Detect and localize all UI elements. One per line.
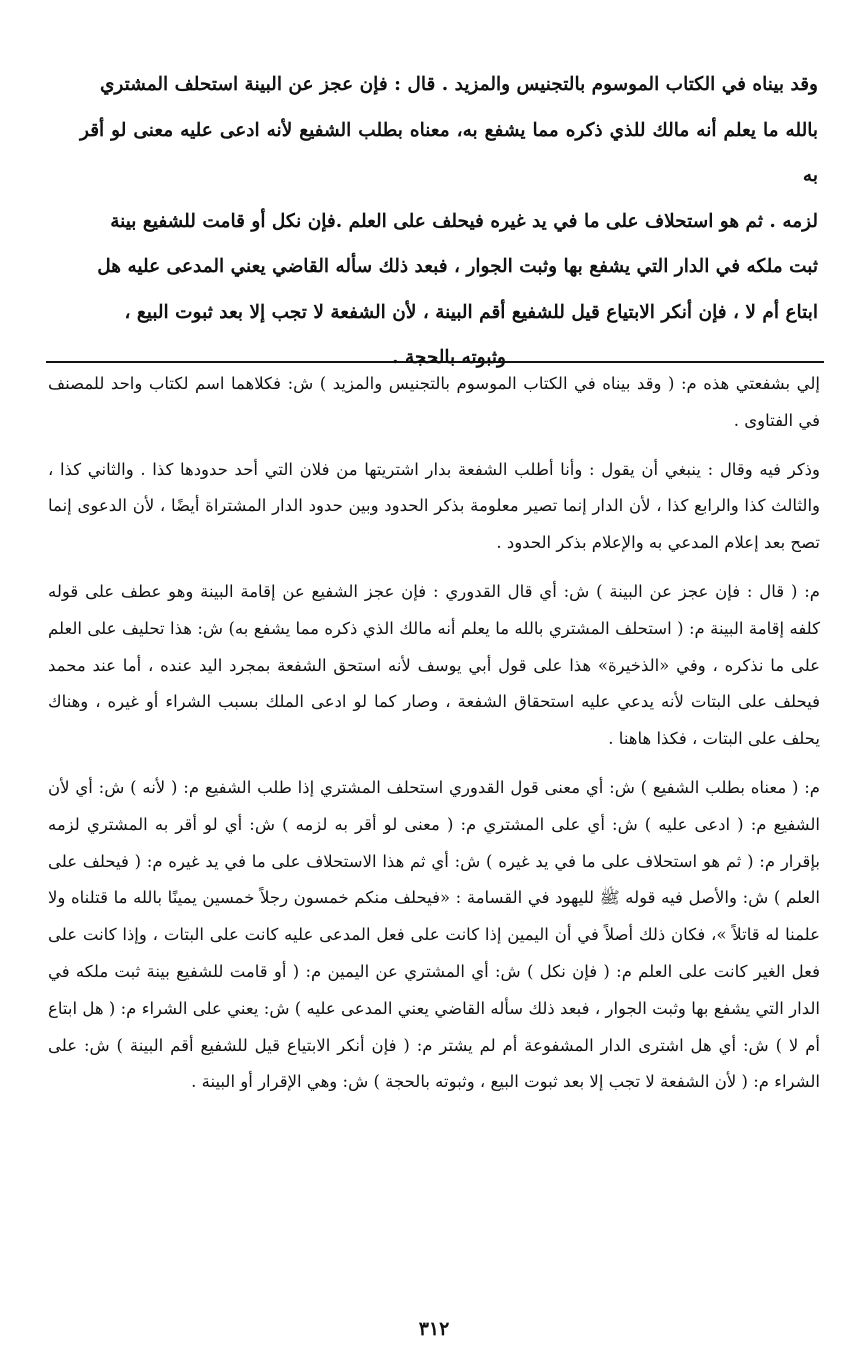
commentary-paragraph: م: ( قال : فإن عجز عن البينة ) ش: أي قال القدوري : فإن عجز الشفيع عن إقامة البينة وهو عطف على قوله كلفه إقامة البينة م: ( استحلف المشتري بالله ما يعلم أنه مالك الذي ذكره مما يشفع به) ش: هذا تحليف على العلم على ما نذكره ، وفي «الذخيرة» هذا على قول أبي يوسف لأنه استحق الشفعة بمجرد اليد عنده ، أما عند محمد فيحلف على البتات لأنه يدعي عليه استحقاق الشفعة ، وصار كما لو ادعى الملك بسبب الشراء أو غيره ، وهناك يحلف على البتات ، فكذا هاهنا .: [48, 581, 820, 749]
commentary-paragraph: إلي بشفعتي هذه م: ( وقد بيناه في الكتاب الموسوم بالتجنيس والمزيد ) ش: فكلاهما اسم لكتاب واحد للمصنف في الفتاوى .: [48, 374, 820, 430]
separator-rule: [46, 361, 824, 363]
page-number: ٣١٢: [418, 1318, 450, 1340]
commentary-paragraph: م: ( معناه بطلب الشفيع ) ش: أي معنى قول القدوري استحلف المشتري إذا طلب الشفيع م: ( لأنه ) ش: أي لأن الشفيع م: ( ادعى عليه ) ش: أي على المشتري م: ( معنى لو أقر به لزمه ) ش: أي لو أقر به المشتري لزمه بإقرار م: ( ثم هو استحلاف على ما في يد غيره ) ش: أي ثم هذا الاستحلاف على ما في يد غيره م: ( فيحلف على العلم ) ش: والأصل فيه قوله ﷺ لليهود في القسامة : «فيحلف منكم خمسون رجلاً خمسين يمينًا بالله ما قتلناه ولا علمنا له قاتلاً »، فكان ذلك أصلاً في أن اليمين إذا كانت على فعل المدعى عليه كانت على البتات ، وإذا كانت على فعل الغير كانت على العلم م: ( فإن نكل ) ش: أي المشتري عن اليمين م: ( أو قامت للشفيع بينة ثبت ملكه في الدار التي يشفع بها وثبت الجوار ، فبعد ذلك سأله القاضي يعني المدعى عليه ) ش: يعني على الشراء م: ( هل ابتاع أم لا ) ش: أي هل اشترى الدار المشفوعة أم لم يشتر م: ( فإن أنكر الابتياع قيل للشفيع أقم البينة ) ش: على الشراء م: ( لأن الشفعة لا تجب إلا بعد ثبوت البيع ، وثبوته بالحجة ) ش: وهي الإقرار أو البينة .: [48, 777, 820, 1092]
main-text-line: وقد بيناه في الكتاب الموسوم بالتجنيس والمزيد . قال : فإن عجز عن البينة استحلف المشتري: [99, 74, 818, 95]
main-text-last-line: وثبوته بالحجة .: [392, 347, 506, 368]
main-text-line: ابتاع أم لا ، فإن أنكر الابتياع قيل للشفيع أقم البينة ، لأن الشفعة لا تجب إلا بعد ثبوت البيع ،: [124, 301, 818, 323]
commentary-section: [48, 366, 820, 1113]
main-text-line: بالله ما يعلم أنه مالك للذي ذكره مما يشفع به، معناه بطلب الشفيع لأنه ادعى عليه معنى لو أقر به: [80, 119, 818, 186]
main-text: [80, 62, 818, 381]
commentary-paragraph: وذكر فيه وقال : ينبغي أن يقول : وأنا أطلب الشفعة بدار اشتريتها من فلان التي أحد حدودها كذا . والثاني كذا ، والثالث كذا والرابع كذا ، لأن الدار إنما تصير معلومة بذكر الحدود وبين حدود الدار المشتراة أيضًا ، لأن الدعوى إنما تصح بعد إعلام المدعي به والإعلام بذكر الحدود .: [48, 459, 820, 553]
main-text-line: ثبت ملكه في الدار التي يشفع بها وثبت الجوار ، فبعد ذلك سأله القاضي يعني المدعى عليه هل: [97, 256, 818, 277]
main-text-line: لزمه . ثم هو استحلاف على ما في يد غيره فيحلف على العلم .فإن نكل أو قامت للشفيع بينة: [110, 210, 818, 232]
